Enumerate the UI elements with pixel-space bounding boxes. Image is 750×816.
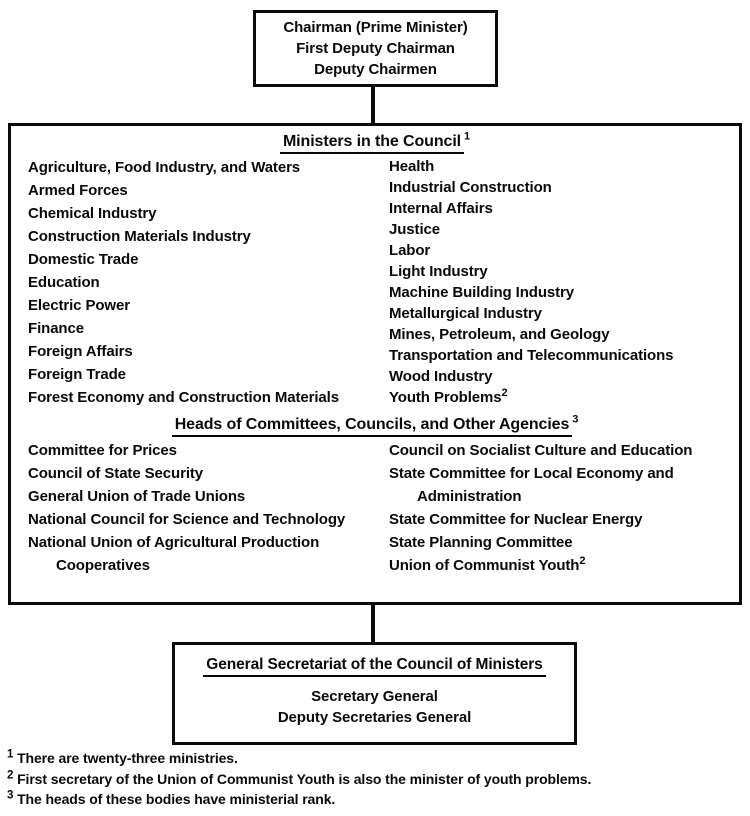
ministry-item xyxy=(389,240,739,261)
ministry-name: Industrial Construction xyxy=(389,179,552,196)
secretariat-title xyxy=(175,645,574,674)
ministry-name: Labor xyxy=(389,242,431,259)
agency-item xyxy=(389,531,739,554)
agency-name: State Planning Committee xyxy=(389,534,573,551)
agency-name: State Committee for Nuclear Energy xyxy=(389,511,643,528)
ministry-item xyxy=(28,317,381,340)
agencies-left-column xyxy=(11,439,381,577)
ministry-name: Domestic Trade xyxy=(28,251,139,268)
ministry-item xyxy=(389,261,739,282)
ministry-name: Agriculture, Food Industry, and Waters xyxy=(28,159,301,176)
agencies-columns xyxy=(11,439,739,577)
ministry-item xyxy=(28,294,381,317)
ministry-item xyxy=(389,366,739,387)
ministers-left-column xyxy=(11,156,381,409)
secretariat-title-text: General Secretariat of the Council of Ministers xyxy=(203,656,545,677)
ministry-name: Metallurgical Industry xyxy=(389,305,542,322)
footnote xyxy=(7,769,591,790)
footnote-text: The heads of these bodies have ministerial rank. xyxy=(17,791,336,807)
agency-name: Council on Socialist Culture and Education xyxy=(389,442,693,459)
agency-name: Union of Communist Youth xyxy=(389,557,580,574)
agency-item xyxy=(389,554,739,577)
ministry-name: Internal Affairs xyxy=(389,200,493,217)
ministry-item xyxy=(28,225,381,248)
agencies-right-column xyxy=(381,439,739,577)
agency-item xyxy=(28,462,381,485)
ministry-name: Chemical Industry xyxy=(28,205,157,222)
deputy-chairmen-line: Deputy Chairmen xyxy=(314,61,437,78)
ministry-name: Foreign Trade xyxy=(28,366,126,383)
agency-item xyxy=(28,439,381,462)
agency-item xyxy=(389,462,739,508)
footnote xyxy=(7,789,591,810)
ministry-name: Armed Forces xyxy=(28,182,128,199)
agencies-section-title-text: Heads of Committees, Councils, and Other Agencies xyxy=(172,416,573,437)
ministry-item xyxy=(389,303,739,324)
ministry-name: Youth Problems xyxy=(389,389,502,406)
ministers-section-title xyxy=(11,126,739,151)
agency-item xyxy=(28,508,381,531)
footnotes xyxy=(7,748,591,810)
agency-item xyxy=(28,531,381,577)
ministry-item xyxy=(28,386,381,409)
footnote-ref-1: 1 xyxy=(464,130,471,143)
ministry-item xyxy=(28,202,381,225)
ministry-item xyxy=(28,156,381,179)
footnote-marker: 1 xyxy=(7,748,14,761)
agency-name: National Union of Agricultural Production xyxy=(28,534,320,551)
agency-name-continued: Administration xyxy=(417,488,522,505)
footnote-text: First secretary of the Union of Communist Youth is also the minister of youth problems. xyxy=(17,770,592,787)
ministry-item xyxy=(389,156,739,177)
ministry-name: Wood Industry xyxy=(389,368,493,385)
connector-bottom-line xyxy=(371,604,375,643)
agency-name: Council of State Security xyxy=(28,465,204,482)
ministry-item xyxy=(28,271,381,294)
agency-name: National Council for Science and Technology xyxy=(28,511,346,528)
ministry-item xyxy=(389,345,739,366)
footnote xyxy=(7,748,591,769)
ministry-name: Justice xyxy=(389,221,440,238)
ministry-name: Finance xyxy=(28,320,84,337)
deputy-secretaries-line: Deputy Secretaries General xyxy=(277,709,472,726)
ministry-item xyxy=(389,219,739,240)
ministry-name: Construction Materials Industry xyxy=(28,228,251,245)
ministry-name: Machine Building Industry xyxy=(389,284,575,301)
first-deputy-chairman-line: First Deputy Chairman xyxy=(296,40,455,57)
ministry-item xyxy=(389,177,739,198)
chairman-line: Chairman (Prime Minister) xyxy=(283,19,468,36)
agency-item xyxy=(389,439,739,462)
ministry-name: Forest Economy and Construction Materials xyxy=(28,389,339,406)
ministry-name: Education xyxy=(28,274,100,291)
footnote-ref-3: 3 xyxy=(572,413,579,426)
chairman-box xyxy=(253,10,498,87)
agency-item xyxy=(389,508,739,531)
connector-top-line xyxy=(371,86,375,124)
ministry-item xyxy=(28,179,381,202)
ministers-columns xyxy=(11,156,739,409)
ministry-name: Foreign Affairs xyxy=(28,343,133,360)
footnote-marker: 2 xyxy=(7,768,14,781)
ministry-name: Light Industry xyxy=(389,263,488,280)
agency-name: General Union of Trade Unions xyxy=(28,488,246,505)
ministry-item xyxy=(389,282,739,303)
ministry-item xyxy=(389,324,739,345)
footnote-text: There are twenty-three ministries. xyxy=(17,750,238,766)
footnote-ref: 2 xyxy=(501,387,508,399)
secretariat-box xyxy=(172,642,577,745)
council-members-box xyxy=(8,123,742,605)
footnote-ref: 2 xyxy=(579,555,586,567)
secretariat-lines xyxy=(175,686,574,728)
ministry-name: Mines, Petroleum, and Geology xyxy=(389,326,610,343)
agency-item xyxy=(28,485,381,508)
secretary-general-line: Secretary General xyxy=(311,688,438,705)
agency-name: Committee for Prices xyxy=(28,442,177,459)
ministry-name: Electric Power xyxy=(28,297,130,314)
ministry-name: Transportation and Telecommunications xyxy=(389,347,674,364)
ministers-right-column xyxy=(381,156,739,409)
ministers-section-title-text: Ministers in the Council xyxy=(280,133,464,154)
ministry-item xyxy=(389,387,739,408)
ministry-item xyxy=(28,340,381,363)
agencies-section-title xyxy=(11,409,739,434)
footnote-marker: 3 xyxy=(7,789,14,802)
ministry-item xyxy=(28,248,381,271)
ministry-item xyxy=(389,198,739,219)
agency-name-continued: Cooperatives xyxy=(56,557,150,574)
ministry-name: Health xyxy=(389,158,435,175)
ministry-item xyxy=(28,363,381,386)
agency-name: State Committee for Local Economy and xyxy=(389,465,674,482)
